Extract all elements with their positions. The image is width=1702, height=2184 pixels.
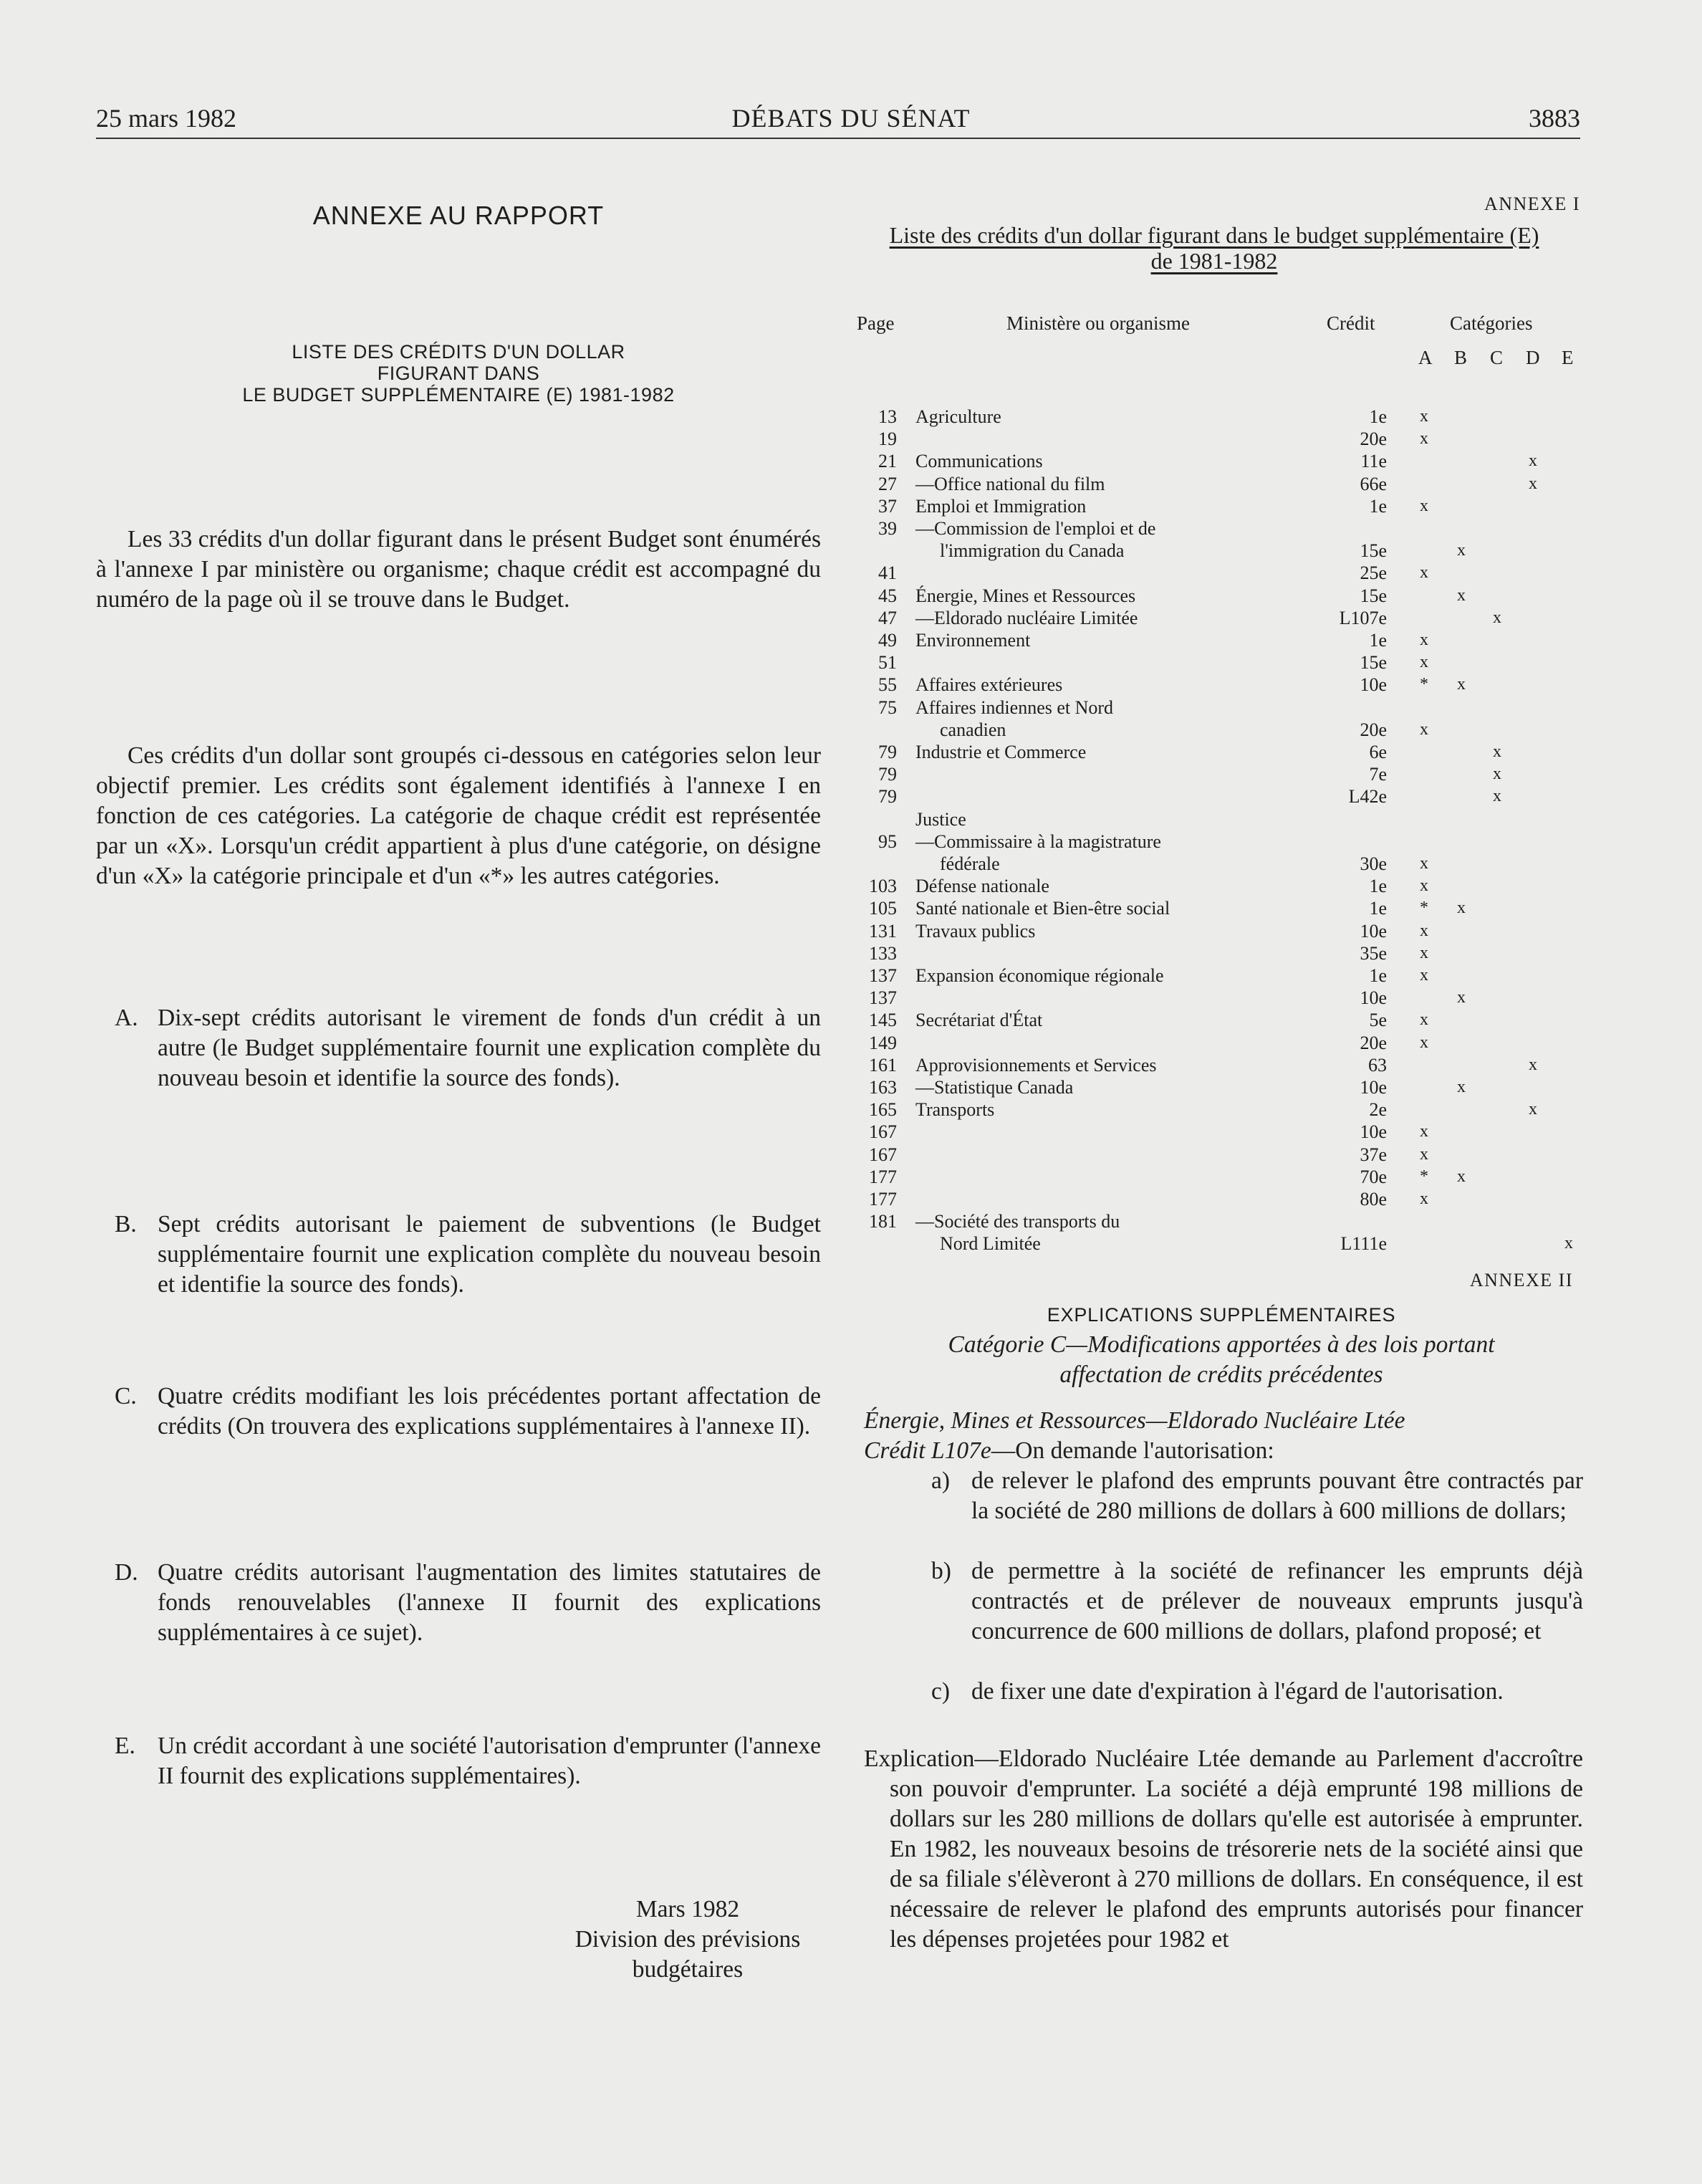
subtitle-line: LE BUDGET SUPPLÉMENTAIRE (E) 1981-1982 [242,384,675,406]
explanations-heading: EXPLICATIONS SUPPLÉMENTAIRES [1047,1304,1396,1326]
category-mark-a: * [1420,675,1428,694]
row-ministry-text: l'immigration du Canada [940,540,1125,561]
category-mark-c: x [1493,608,1501,627]
category-mark-d: x [1529,1100,1537,1119]
row-ministry-text: —Commissaire à la magistrature [915,831,1161,852]
category-mark-b: x [1457,675,1466,694]
row-credit: 25e [1360,562,1387,583]
row-credit: 10e [1360,921,1387,942]
row-page: 133 [869,943,897,964]
credit-line [864,1436,1583,1466]
row-page: 103 [869,876,897,896]
row-ministry-text: Environnement [915,630,1031,651]
row-page: 177 [869,1189,897,1210]
row-page: 167 [869,1144,897,1165]
row-credit: 5e [1369,1010,1387,1030]
category-mark-a: x [1420,407,1428,426]
categories-paragraph: Ces crédits d'un dollar sont groupés ci-dessous en catégories selon leur objectif premier. Les crédits sont également identifiés à l'annexe I en fonction de ces catégories. La catégorie de chaque crédit est représentée par un «X». Lorsqu'un crédit appartient à plus d'une catégorie, on désigne d'un «X» la catégorie principale et d'un «*» les autres catégories. [96,742,821,889]
category-mark-c: x [1493,742,1501,761]
row-ministry-text: —Office national du film [915,474,1105,494]
row-ministry [915,897,1345,919]
row-credit: 1e [1369,965,1387,986]
category-mark-a: x [1420,563,1428,582]
credit-request: —On demande l'autorisation: [991,1437,1274,1464]
row-page: 79 [878,786,897,807]
annex1-title [845,222,1583,274]
row-ministry [915,607,1345,629]
category-letter-e: E [1562,347,1574,368]
category-mark-a: x [1420,429,1428,448]
category-mark-a: * [1420,899,1428,917]
category-letter-b: B [1454,347,1468,368]
row-credit: L111e [1340,1233,1387,1254]
item-letter: D. [115,1559,138,1586]
category-mark-b: x [1457,1078,1466,1096]
annex1-label: ANNEXE I [1484,193,1580,214]
subitem-letter: b) [931,1558,951,1584]
row-credit: 10e [1360,1121,1387,1142]
item-text: Dix-sept crédits autorisant le virement de fonds d'un crédit à un autre (le Budget supplémentaire fournit une explication complète du nouveau besoin et identifie la source des fonds). [158,1005,821,1091]
signature-line: Mars 1982 [635,1896,740,1922]
row-page: 37 [878,496,897,517]
row-ministry [915,1098,1345,1121]
col-header-ministry: Ministère ou organisme [1006,312,1190,334]
subitem-text: de relever le plafond des emprunts pouvant être contractés par la société de 280 millions de dollars à 600 millions de dollars; [971,1467,1583,1524]
row-page: 161 [869,1055,897,1076]
row-page: 165 [869,1099,897,1120]
category-mark-a: x [1420,1033,1428,1052]
row-ministry-text: Nord Limitée [940,1233,1041,1254]
row-ministry-text: Secrétariat d'État [915,1010,1043,1030]
row-credit: L42e [1348,786,1387,807]
category-mark-a: x [1420,1145,1428,1164]
col-header-credit: Crédit [1327,312,1375,334]
row-ministry [915,920,1345,942]
category-c-line: affectation de crédits précédentes [1059,1361,1383,1388]
explanation-paragraph: Explication—Eldorado Nucléaire Ltée demande au Parlement d'accroître son pouvoir d'emprunter. La société a déjà emprunté 198 millions de dollars sur les 280 millions de dollars qu'elle est autorisée à emprunter. En 1982, les nouveaux besoins de trésorerie nets de la société ainsi que de sa filiale s'élèveront à 270 millions de dollars. En conséquence, il est nécessaire de relever le plafond des emprunts autorisés pour financer les dépenses projetées pour 1982 et [864,1745,1583,1953]
row-ministry-text: Expansion économique régionale [915,965,1164,986]
category-mark-b: x [1457,541,1466,560]
annex1-title-line: de 1981-1982 [1150,248,1278,274]
category-mark-d: x [1529,1055,1537,1074]
category-mark-a: x [1420,944,1428,962]
category-mark-a: x [1420,1010,1428,1029]
row-ministry-text: —Eldorado nucléaire Limitée [915,608,1138,628]
row-credit: 1e [1369,406,1387,427]
row-ministry [915,719,1345,741]
row-credit: 10e [1360,674,1387,695]
item-text: Un crédit accordant à une société l'autorisation d'emprunter (l'annexe II fournit des explications supplémentaires). [158,1733,821,1789]
category-mark-a: x [1420,631,1428,649]
item-text: Quatre crédits autorisant l'augmentation des limites statutaires de fonds renouvelables (l'annexe II fournit des explications supplémentaires à ce sujet). [158,1559,821,1646]
category-item-a [115,1003,821,1093]
row-ministry [915,1009,1345,1031]
row-page: 137 [869,965,897,986]
row-credit: 20e [1360,1033,1387,1053]
row-credit: 20e [1360,428,1387,449]
row-ministry-text: —Société des transports du [915,1211,1120,1232]
row-ministry-text: fédérale [940,853,1000,874]
row-ministry [915,830,1345,853]
subitem-text: de permettre à la société de refinancer les emprunts déjà contractés et de prélever de nouveaux emprunts jusqu'à concurrence de 600 millions de dollars, plafond proposé; et [971,1558,1583,1644]
row-ministry [915,1076,1345,1098]
category-mark-b: x [1457,899,1466,917]
row-credit: 30e [1360,853,1387,874]
row-page: 181 [869,1211,897,1232]
header-page-number: 3883 [1529,104,1580,133]
row-page: 55 [878,674,897,695]
row-ministry-text: Affaires indiennes et Nord [915,697,1114,718]
row-ministry-text: Énergie, Mines et Ressources [915,585,1136,606]
category-item-d [115,1558,821,1648]
report-title: ANNEXE AU RAPPORT [312,201,605,230]
row-credit: 1e [1369,898,1387,919]
annex2-label: ANNEXE II [1469,1270,1573,1290]
row-credit: 37e [1360,1144,1387,1165]
row-ministry [915,495,1345,517]
subitem-letter: c) [931,1678,951,1705]
row-ministry [915,1232,1345,1255]
row-credit: 35e [1360,943,1387,964]
category-mark-b: x [1457,988,1466,1007]
row-credit: 15e [1360,540,1387,561]
row-ministry [915,1054,1345,1076]
row-credit: 11e [1360,451,1387,471]
header-rule [96,138,1580,139]
row-page: 19 [878,428,897,449]
row-ministry [915,808,1345,830]
row-page: 177 [869,1167,897,1187]
row-ministry [915,741,1345,763]
row-credit: 20e [1360,719,1387,740]
row-ministry-text: canadien [940,719,1006,740]
row-ministry [915,629,1345,651]
subitem-letter: a) [931,1467,951,1494]
row-ministry [915,674,1345,696]
category-c-line: Catégorie C—Modifications apportées à des lois portant [948,1331,1495,1358]
item-text: Sept crédits autorisant le paiement de subventions (le Budget supplémentaire fournit une explication complète du nouveau besoin et identifie la source des fonds). [158,1211,821,1298]
category-c-heading [845,1330,1597,1390]
subitem-text: de fixer une date d'expiration à l'égard de l'autorisation. [971,1678,1504,1705]
row-ministry-text: Santé nationale et Bien-être social [915,898,1170,919]
item-letter: E. [115,1733,135,1759]
row-ministry [915,406,1345,428]
row-page: 79 [878,764,897,785]
category-mark-a: x [1420,876,1428,895]
category-mark-b: x [1457,1167,1466,1186]
header-date: 25 mars 1982 [96,104,236,133]
item-letter: B. [115,1211,137,1237]
subtitle-line: LISTE DES CRÉDITS D'UN DOLLAR [292,341,625,363]
row-page: 39 [878,518,897,539]
col-header-page: Page [857,312,895,334]
category-item-e [115,1731,821,1791]
row-credit: 15e [1360,585,1387,606]
row-page: 167 [869,1121,897,1142]
row-credit: 10e [1360,987,1387,1008]
row-ministry [915,696,1345,719]
item-letter: A. [115,1005,138,1031]
category-item-b [115,1210,821,1300]
row-page: 49 [878,630,897,651]
row-ministry [915,875,1345,897]
row-credit: 70e [1360,1167,1387,1187]
row-credit: 7e [1369,764,1387,785]
ministry-line: Énergie, Mines et Ressources—Eldorado Nucléaire Ltée [864,1407,1405,1434]
row-credit: 66e [1360,474,1387,494]
row-credit: 6e [1369,742,1387,762]
annex1-title-line: Liste des crédits d'un dollar figurant dans le budget supplémentaire (E) [889,222,1539,248]
row-credit: 1e [1369,630,1387,651]
row-ministry-text: —Statistique Canada [915,1077,1074,1098]
row-ministry-text: Travaux publics [915,921,1036,942]
subtitle-line: FIGURANT DANS [377,363,540,384]
header-publication: DÉBATS DU SÉNAT [731,104,971,133]
category-mark-d: x [1529,451,1537,470]
category-mark-a: * [1420,1167,1428,1186]
row-page: 95 [878,831,897,852]
row-page: 105 [869,898,897,919]
row-credit: 63 [1368,1055,1387,1076]
row-ministry [915,1210,1345,1232]
row-page: 137 [869,987,897,1008]
item-letter: C. [115,1383,137,1409]
row-page: 163 [869,1077,897,1098]
category-mark-a: x [1420,720,1428,739]
report-subtitle [96,341,821,406]
row-credit: 15e [1360,652,1387,673]
row-page: 149 [869,1033,897,1053]
category-mark-c: x [1493,787,1501,805]
row-page: 27 [878,474,897,494]
row-page: 13 [878,406,897,427]
row-ministry-text: Approvisionnements et Services [915,1055,1157,1076]
row-credit: L107e [1339,608,1387,628]
row-credit: 1e [1369,496,1387,517]
category-mark-a: x [1420,653,1428,671]
row-ministry-text: —Commission de l'emploi et de [915,518,1156,539]
category-letter-d: D [1526,347,1540,368]
intro-paragraph: Les 33 crédits d'un dollar figurant dans le présent Budget sont énumérés à l'annexe I par ministère ou organisme; chaque crédit est accompagné du numéro de la page où il se trouve dans le Budget. [96,526,821,613]
category-mark-c: x [1493,765,1501,783]
row-page: 131 [869,921,897,942]
row-ministry-text: Agriculture [915,406,1001,427]
row-ministry-text: Communications [915,451,1043,471]
category-mark-a: x [1420,497,1428,515]
row-ministry [915,540,1345,562]
row-page: 41 [878,562,897,583]
row-ministry [915,473,1345,495]
category-letter-a: A [1418,347,1433,368]
category-mark-a: x [1420,1122,1428,1141]
row-ministry [915,585,1345,607]
row-ministry-text: Affaires extérieures [915,674,1063,695]
category-mark-d: x [1529,474,1537,493]
row-page: 21 [878,451,897,471]
row-ministry-text: Industrie et Commerce [915,742,1087,762]
signature-line: budgétaires [632,1956,744,1983]
subitem-c [931,1677,1583,1707]
category-letter-c: C [1490,347,1504,368]
category-mark-e: x [1564,1234,1573,1253]
row-page: 51 [878,652,897,673]
category-item-c [115,1381,821,1442]
row-credit: 1e [1369,876,1387,896]
category-mark-a: x [1420,966,1428,985]
row-ministry-text: Défense nationale [915,876,1049,896]
signature-line: Division des prévisions [574,1926,801,1953]
signature-block [544,1895,831,1985]
category-mark-a: x [1420,854,1428,873]
item-text: Quatre crédits modifiant les lois précédentes portant affectation de crédits (On trouvera des explications supplémentaires à l'annexe II). [158,1383,821,1440]
row-ministry-text: Transports [915,1099,995,1120]
category-mark-a: x [1420,1189,1428,1208]
row-ministry [915,517,1345,540]
row-page: 79 [878,742,897,762]
row-credit: 80e [1360,1189,1387,1210]
row-page: 47 [878,608,897,628]
subitem-a [931,1466,1583,1526]
row-page: 75 [878,697,897,718]
row-ministry [915,853,1345,875]
row-ministry-text: Emploi et Immigration [915,496,1087,517]
credit-label: Crédit L107e [864,1437,991,1464]
category-mark-b: x [1457,586,1466,605]
row-ministry [915,450,1345,472]
subitem-b [931,1556,1583,1647]
row-page: 45 [878,585,897,606]
row-ministry-text: Justice [915,809,966,830]
row-credit: 2e [1369,1099,1387,1120]
col-header-categories: Catégories [1450,312,1533,334]
category-mark-a: x [1420,921,1428,940]
row-page: 145 [869,1010,897,1030]
row-ministry [915,964,1345,987]
row-credit: 10e [1360,1077,1387,1098]
